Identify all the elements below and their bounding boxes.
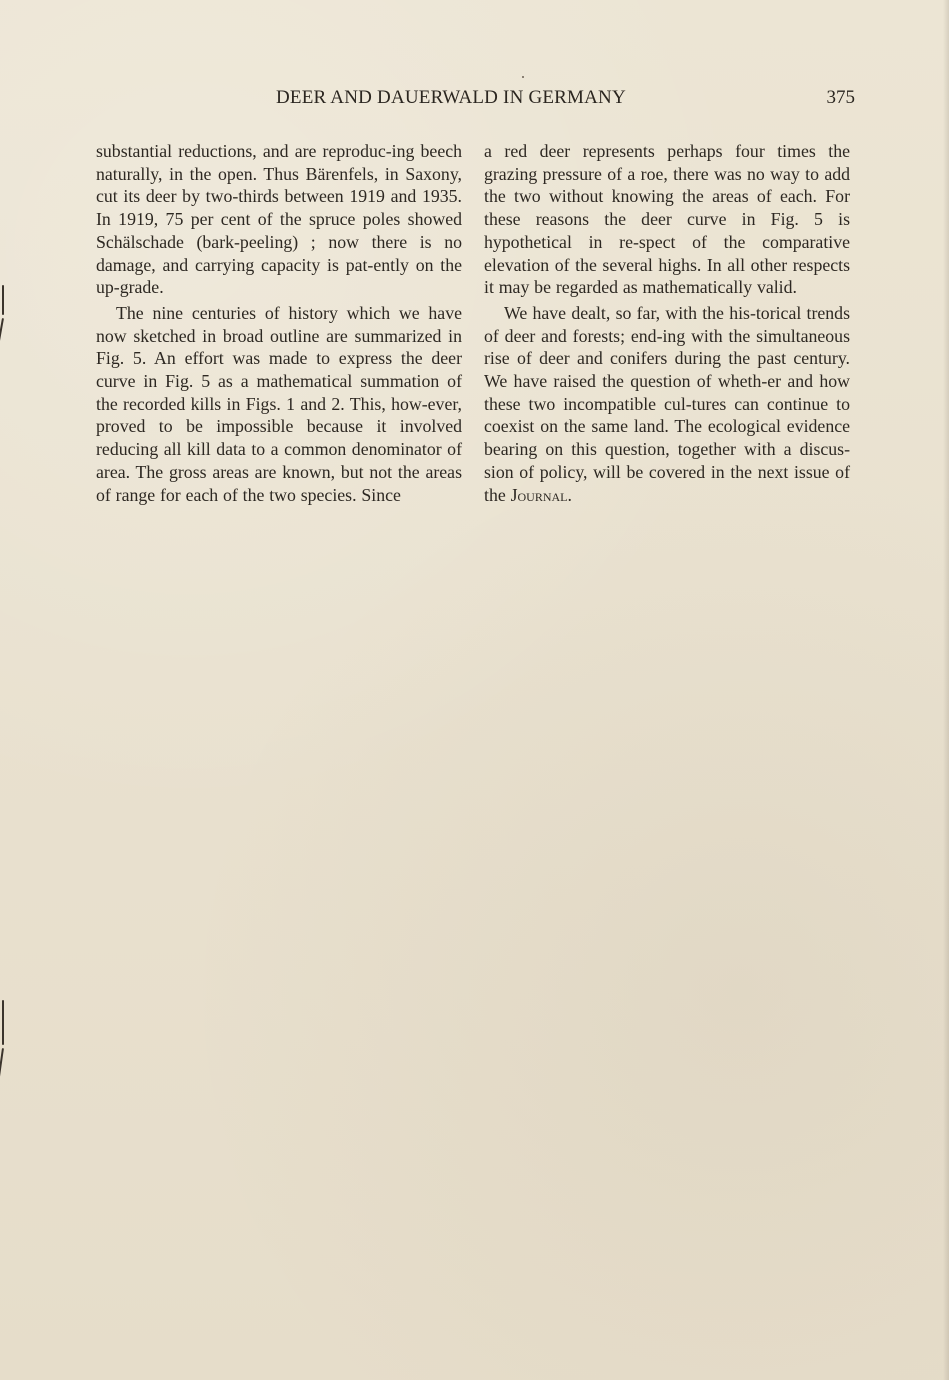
running-header-title: DEER AND DAUERWALD IN GERMANY	[276, 87, 626, 108]
left-text-column	[96, 140, 462, 506]
margin-mark	[2, 285, 4, 315]
page-number: 375	[826, 87, 855, 108]
right-paragraph-2-main: We have dealt, so far, with the his-torical trends of deer and forests; end-ing with the simultaneous rise of deer and conifers during the past century. We have raised the question of wheth-er and how these two incompatible cul-tures can continue to coexist on the same land. The ecological evidence bearing on this question, together with a discus-sion of policy, will be covered in the next issue of the	[484, 302, 850, 505]
left-paragraph-2: The nine centuries of history which we have now sketched in broad outline are summarized in Fig. 5. An effort was made to express the deer curve in Fig. 5 as a mathematical summation of the recorded kills in Figs. 1 and 2. This, how-ever, proved to be impossible because it involved reducing all kill data to a common denominator of area. The gross areas are known, but not the areas of range for each of the two species. Since	[96, 302, 462, 505]
journal-period: .	[567, 484, 572, 505]
journal-word: Journal	[510, 484, 568, 505]
right-paragraph-2	[484, 302, 850, 506]
page-edge-shadow	[943, 0, 949, 1380]
right-text-column	[484, 140, 850, 506]
left-paragraph-1: substantial reductions, and are reproduc-ing beech naturally, in the open. Thus Bärenfels, in Saxony, cut its deer by two-thirds between 1919 and 1935. In 1919, 75 per cent of the spruce poles showed Schälschade (bark-peeling) ; now there is no damage, and carrying capacity is pat-ently on the up-grade.	[96, 141, 462, 298]
right-paragraph-1: a red deer represents perhaps four times the grazing pressure of a roe, there was no way to add the two without knowing the areas of each. For these reasons the deer curve in Fig. 5 is hypothetical in re-spect of the comparative elevation of the several highs. In all other respects it may be regarded as mathematically valid.	[484, 141, 850, 298]
ink-dot	[522, 76, 524, 78]
margin-mark	[0, 318, 4, 346]
margin-mark	[2, 1000, 4, 1045]
margin-mark	[0, 1048, 4, 1090]
